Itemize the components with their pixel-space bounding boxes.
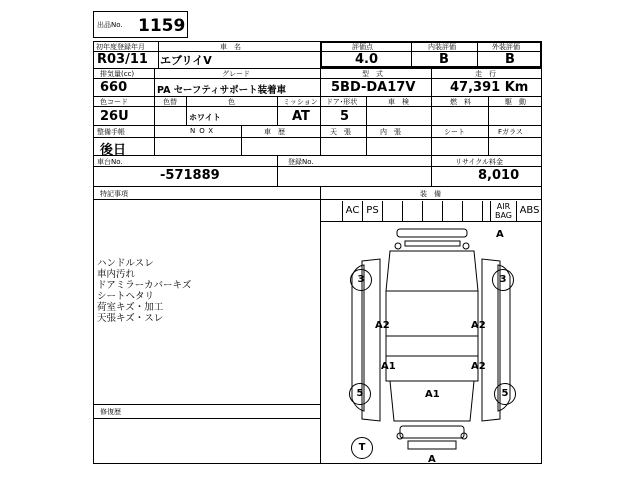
- exterior-score-value: B: [505, 52, 515, 67]
- note-line: 天張キズ・スレ: [97, 313, 164, 324]
- equip-cell-abs: ABS: [516, 201, 542, 221]
- color-code-label: 色コード: [100, 98, 128, 106]
- doors-label: ドア･形状: [326, 98, 358, 106]
- recycle-value: 8,010: [478, 168, 520, 183]
- color-label: 色: [228, 98, 235, 106]
- displacement-label: 排気量(cc): [100, 70, 135, 78]
- drive-label: 駆 動: [505, 98, 526, 106]
- glass-label: Fガラス: [498, 128, 523, 136]
- color-value: ホワイト: [189, 113, 221, 122]
- doors-value: 5: [340, 109, 350, 124]
- mileage-label: 走 行: [475, 70, 496, 78]
- notes-label: 特記事項: [100, 190, 128, 198]
- model-value: 5BD-DA17V: [331, 80, 416, 95]
- interior-trim-label: 内 張: [380, 128, 401, 136]
- grade-value: PA セーフティサポート装着車: [157, 85, 287, 96]
- transmission-label: ミッション: [283, 98, 318, 106]
- reg-no-label: 登録No.: [288, 158, 314, 166]
- equip-cell-ac: AC: [342, 201, 362, 221]
- history-label: 車 歴: [264, 128, 285, 136]
- equip-cell-4: [382, 201, 402, 221]
- damage-left-front-door: A2: [375, 320, 390, 331]
- damage-bottom: A: [428, 454, 436, 465]
- damage-left-rear-door: A1: [381, 361, 396, 372]
- equip-cell-airbag: AIR BAG: [490, 201, 516, 221]
- inspection-label: 車 検: [388, 98, 409, 106]
- damage-trunk: T: [351, 437, 373, 459]
- color-change-label: 色替: [163, 98, 177, 106]
- first-reg-value: R03/11: [97, 52, 148, 67]
- car-name-label: 車 名: [220, 43, 241, 51]
- damage-right-rear-door: A2: [471, 361, 486, 372]
- mileage-value: 47,391 Km: [450, 80, 529, 95]
- note-line: 車内汚れ: [97, 269, 136, 280]
- chassis-value: -571889: [160, 168, 220, 183]
- ceiling-label: 天 張: [330, 128, 351, 136]
- car-name-value: エブリイV: [160, 54, 212, 67]
- maintenance-value: 後日: [100, 143, 127, 158]
- note-line: ドアミラーカバーキズ: [97, 280, 192, 291]
- recycle-label: リサイクル料金: [455, 158, 504, 166]
- color-code-value: 26U: [100, 109, 129, 124]
- interior-score-label: 内装評価: [428, 43, 456, 51]
- displacement-value: 660: [100, 80, 128, 95]
- equip-cell-1: [320, 201, 342, 221]
- transmission-value: AT: [292, 109, 310, 124]
- equip-cell-9: [482, 201, 490, 221]
- lot-header: [93, 11, 188, 38]
- seat-label: シート: [444, 128, 465, 136]
- model-label: 型 式: [362, 70, 383, 78]
- car-diagram: [320, 221, 542, 464]
- score-label: 評価点: [352, 43, 373, 51]
- score-value: 4.0: [355, 52, 379, 67]
- damage-front-top: A: [496, 229, 504, 240]
- maintenance-label: 整備手帳: [97, 128, 125, 136]
- damage-right-front-wheel: 3: [492, 269, 514, 291]
- lot-label: 出品No.: [97, 21, 123, 29]
- damage-left-front-wheel: 3: [350, 269, 372, 291]
- damage-right-front-door: A2: [471, 320, 486, 331]
- note-line: ハンドルスレ: [97, 258, 154, 269]
- note-line: シートヘタリ: [97, 291, 155, 302]
- damage-left-rear-wheel: 5: [349, 383, 371, 405]
- equip-cell-5: [402, 201, 422, 221]
- lot-number: 1159: [138, 16, 186, 36]
- first-reg-label: 初年度登録年月: [96, 43, 145, 51]
- equip-cell-ps: PS: [362, 201, 382, 221]
- equip-cell-7: [442, 201, 462, 221]
- damage-rear-area: A1: [425, 389, 440, 400]
- interior-score-value: B: [439, 52, 449, 67]
- nox-label: NOX: [190, 127, 218, 135]
- fuel-label: 燃 料: [450, 98, 471, 106]
- repair-label: 修復歴: [100, 408, 121, 416]
- exterior-score-label: 外装評価: [492, 43, 520, 51]
- equip-cell-8: [462, 201, 482, 221]
- chassis-label: 車台No.: [97, 158, 123, 166]
- note-line: 荷室キズ・加工: [97, 302, 164, 313]
- grade-label: グレード: [222, 70, 250, 78]
- equipment-label: 装 備: [420, 190, 441, 198]
- equip-cell-6: [422, 201, 442, 221]
- damage-right-rear-wheel: 5: [494, 383, 516, 405]
